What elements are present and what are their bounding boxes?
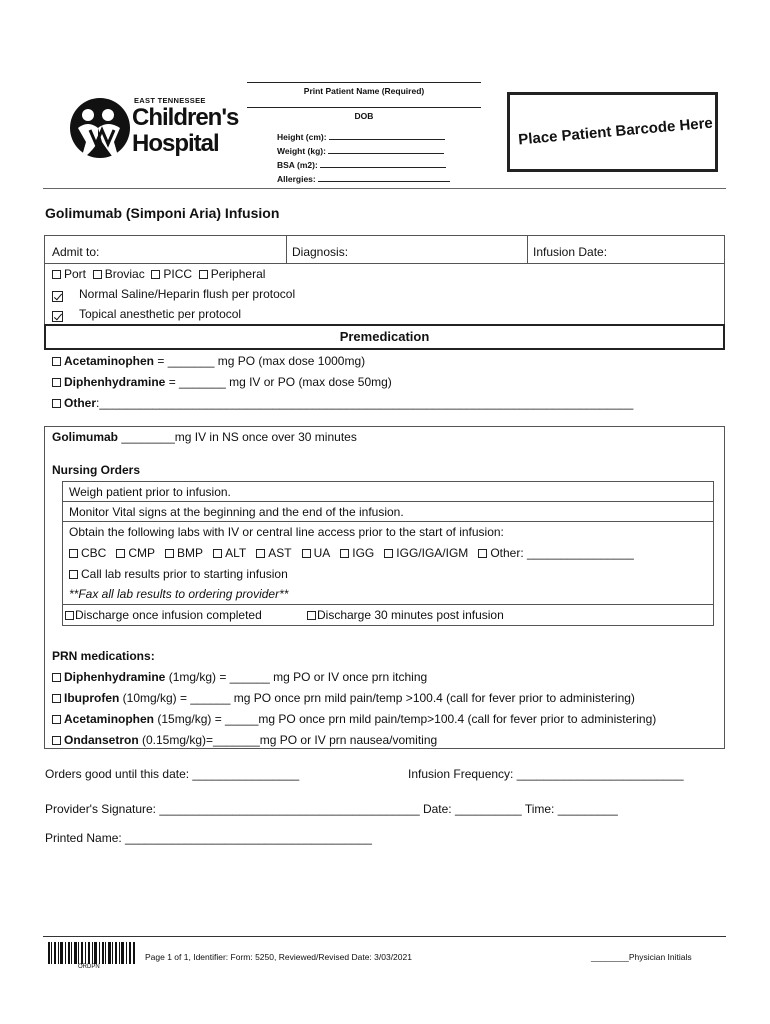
logo-figures-icon <box>68 98 132 160</box>
lab-cmp-checkbox[interactable] <box>116 546 155 560</box>
orders-good-until-field[interactable]: Orders good until this date: ________________ <box>45 767 300 781</box>
peripheral-checkbox[interactable] <box>199 267 266 281</box>
infusion-date-field[interactable]: Infusion Date: <box>533 245 608 259</box>
prn-ibuprofen[interactable] <box>52 691 635 705</box>
lab-other-label: Other: ________________ <box>490 546 634 560</box>
flush-checkbox[interactable] <box>52 288 63 306</box>
discharge-complete-checkbox[interactable] <box>65 608 262 622</box>
discharge-complete-label: Discharge once infusion completed <box>75 608 262 622</box>
lab-ua-label: UA <box>313 546 331 560</box>
port-label: Port <box>64 267 87 281</box>
premed-other-line[interactable] <box>52 396 633 410</box>
bsa-label: BSA (m2): <box>277 160 318 170</box>
provider-signature-field[interactable]: Provider's Signature: _______________________________________ Date: __________ Time: _________ <box>45 802 618 816</box>
bsa-field[interactable] <box>277 160 446 170</box>
golimumab-line[interactable] <box>52 430 357 444</box>
weight-label: Weight (kg): <box>277 146 326 156</box>
drug-name: Golimumab <box>52 430 119 444</box>
prn-item-dose: (15mg/kg) = _____mg PO once prn mild pain/temp>100.4 (call for fever prior to administering) <box>154 712 657 726</box>
premed-diph-line[interactable] <box>52 375 392 389</box>
logo-line2: Hospital <box>132 130 219 157</box>
lab-igg-label: IGG <box>352 546 375 560</box>
premed-header: Premedication <box>339 329 430 344</box>
nursing-header: Nursing Orders <box>52 463 141 477</box>
prn-ondansetron[interactable] <box>52 733 437 747</box>
broviac-label: Broviac <box>104 267 145 281</box>
peripheral-label: Peripheral <box>210 267 266 281</box>
prn-item-dose: (0.15mg/kg)=_______mg PO or IV prn nausea/vomiting <box>138 733 438 747</box>
broviac-checkbox[interactable] <box>93 267 145 281</box>
patient-name-label: Print Patient Name (Required) <box>303 86 425 96</box>
barcode-box <box>507 92 718 172</box>
prn-diphenhydramine[interactable] <box>52 670 427 684</box>
port-checkbox[interactable] <box>52 267 86 281</box>
lab-cbc-label: CBC <box>81 546 107 560</box>
admit-to-field[interactable]: Admit to: <box>52 245 100 259</box>
logo-top-text: EAST TENNESSEE <box>134 96 206 105</box>
drug-dose: ________mg IV in NS once over 30 minutes <box>118 430 357 444</box>
infusion-frequency-field[interactable]: Infusion Frequency: _________________________ <box>408 767 684 781</box>
call-lab-label: Call lab results prior to starting infusion <box>81 567 288 581</box>
flush-label: Normal Saline/Heparin flush per protocol <box>79 287 296 301</box>
hospital-logo <box>68 96 239 162</box>
physician-initials-field[interactable]: ________Physician Initials <box>591 952 692 962</box>
lab-alt-checkbox[interactable] <box>213 546 246 560</box>
height-field[interactable] <box>277 132 445 142</box>
premed-acet-dose: = _______ mg PO (max dose 1000mg) <box>154 354 366 368</box>
lab-igg-checkbox[interactable] <box>340 546 374 560</box>
picc-label: PICC <box>163 267 193 281</box>
weigh-patient: Weigh patient prior to infusion. <box>69 485 231 499</box>
barcode-text: ORDPN <box>78 964 100 970</box>
page-title: Golimumab (Simponi Aria) Infusion <box>45 205 280 221</box>
lab-alt-label: ALT <box>225 546 247 560</box>
dob-label: DOB <box>354 111 374 121</box>
labs-intro: Obtain the following labs with IV or central line access prior to the start of infusion: <box>69 525 504 539</box>
premed-other-name: Other <box>64 396 97 410</box>
barcode-icon <box>48 942 136 964</box>
logo-line1: Children's <box>132 104 239 131</box>
lab-igg-iga-igm-checkbox[interactable] <box>384 546 468 560</box>
call-lab-checkbox[interactable] <box>69 567 288 581</box>
allergies-field[interactable] <box>277 174 450 184</box>
barcode-label: Place Patient Barcode Here <box>517 114 714 149</box>
prn-item-dose: (10mg/kg) = ______ mg PO once prn mild pain/temp >100.4 (call for fever prior to administering) <box>119 691 635 705</box>
premed-diph-name: Diphenhydramine <box>64 375 166 389</box>
diagnosis-field[interactable]: Diagnosis: <box>292 245 349 259</box>
height-label: Height (cm): <box>277 132 327 142</box>
premed-acet-name: Acetaminophen <box>64 354 155 368</box>
lab-ast-label: AST <box>268 546 292 560</box>
printed-name-field[interactable]: Printed Name: _____________________________________ <box>45 831 372 845</box>
prn-item-name: Diphenhydramine <box>64 670 166 684</box>
premed-acet-line[interactable] <box>52 354 365 368</box>
monitor-vitals: Monitor Vital signs at the beginning and the end of the infusion. <box>69 505 404 519</box>
lab-other-checkbox[interactable] <box>478 546 633 560</box>
weight-field[interactable] <box>277 146 444 156</box>
discharge-30min-label: Discharge 30 minutes post infusion <box>317 608 504 622</box>
prn-item-name: Acetaminophen <box>64 712 155 726</box>
discharge-30min-checkbox[interactable] <box>307 608 504 622</box>
prn-item-name: Ibuprofen <box>64 691 120 705</box>
anesthetic-label: Topical anesthetic per protocol <box>79 307 242 321</box>
prn-acetaminophen[interactable] <box>52 712 656 726</box>
lab-cbc-checkbox[interactable] <box>69 546 106 560</box>
picc-checkbox[interactable] <box>151 267 192 281</box>
lab-ua-checkbox[interactable] <box>302 546 331 560</box>
lab-cmp-label: CMP <box>128 546 156 560</box>
prn-header: PRN medications: <box>52 649 155 663</box>
form-barcode <box>48 942 136 970</box>
prn-item-dose: (1mg/kg) = ______ mg PO or IV once prn itching <box>165 670 428 684</box>
lab-bmp-checkbox[interactable] <box>165 546 203 560</box>
premed-other-blank: :________________________________________________________________________________ <box>96 396 634 410</box>
premed-diph-dose: = _______ mg IV or PO (max dose 50mg) <box>165 375 392 389</box>
labs-row <box>69 546 634 560</box>
prn-item-name: Ondansetron <box>64 733 139 747</box>
lab-ast-checkbox[interactable] <box>256 546 291 560</box>
page-info: Page 1 of 1, Identifier: Form: 5250, Reviewed/Revised Date: 3/03/2021 <box>145 952 412 962</box>
lab-bmp-label: BMP <box>177 546 204 560</box>
access-options <box>52 267 265 281</box>
fax-note: **Fax all lab results to ordering provider** <box>69 587 289 601</box>
lab-igg-iga-igm-label: IGG/IGA/IGM <box>396 546 469 560</box>
allergies-label: Allergies: <box>277 174 316 184</box>
